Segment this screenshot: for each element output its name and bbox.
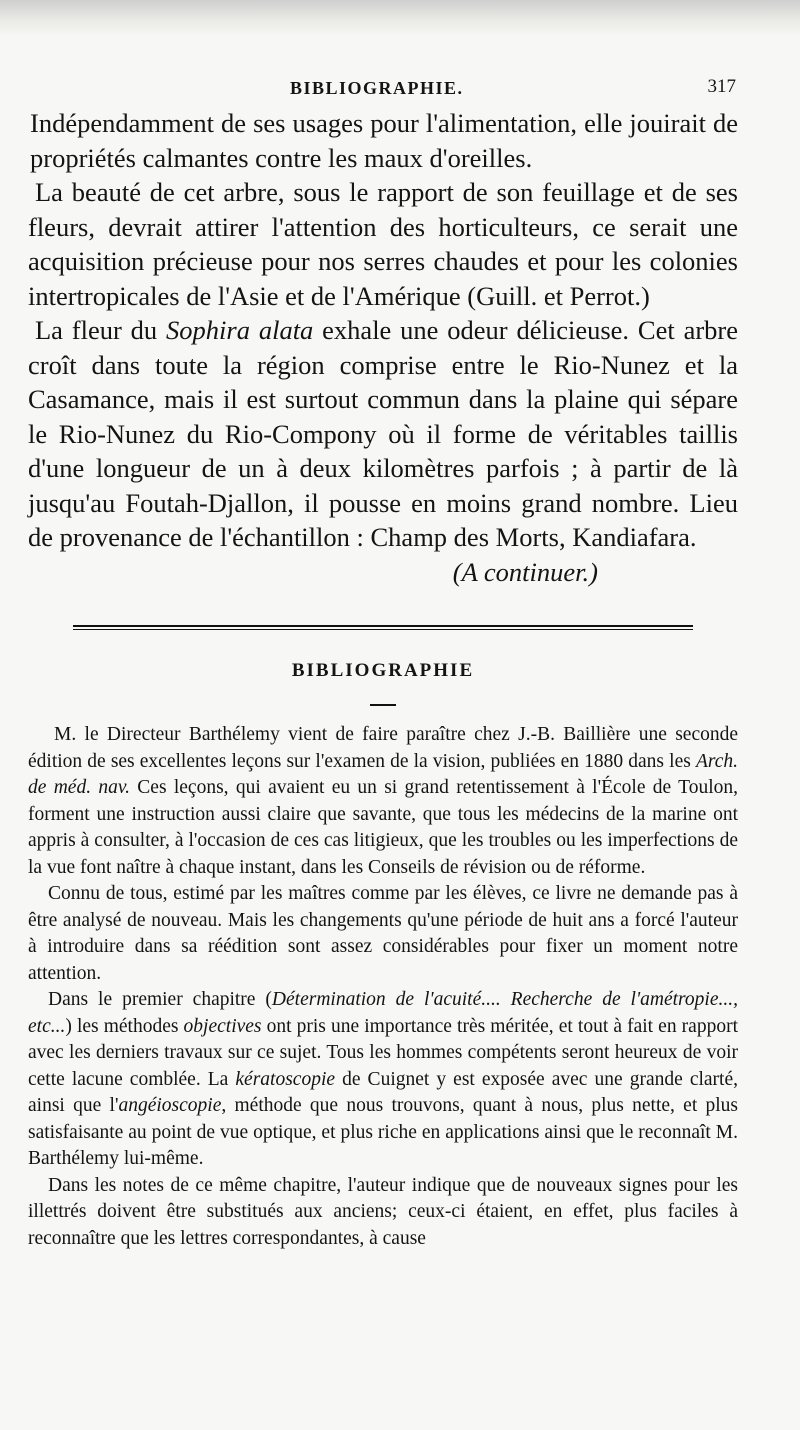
article-conclusion <box>28 106 738 555</box>
paren-open: ( <box>452 556 462 587</box>
running-header <box>28 72 738 106</box>
paragraph: Dans les notes de ce même chapitre, l'auteur indique que de nouveaux signes pour les illettrés doivent être substitués aux anciens; ceux-ci étaient, en effet, plus faciles à reconnaître que les lettres correspondantes, à cause <box>28 1174 738 1249</box>
term-keratoscopie: kératoscopie <box>235 1068 336 1090</box>
scan-edge <box>0 0 800 36</box>
text-run: de Cuignet y est exposée avec une grande clarté, ainsi que l' <box>28 1068 738 1116</box>
bibliography-review <box>28 722 738 1252</box>
text-run: Ces leçons, qui avaient eu un si grand retentissement à l'École de Toulon, forment une instruction aussi claire que savante, que tous les médecins de la marine ont appris à consulter, à l'occasion de ces cas litigieux, que les troubles ou les imperfections de la vue font naître à chaque instant, dans les Conseils de révision ou de réforme. <box>28 777 738 878</box>
running-title: BIBLIOGRAPHIE. <box>290 78 464 98</box>
paragraph: Indépendamment de ses usages pour l'alimentation, elle jouirait de propriétés calmantes contre les maux d'oreilles. <box>30 108 738 173</box>
to-be-continued-note <box>28 555 738 590</box>
term-angeioscopie: angéioscopie <box>118 1095 222 1116</box>
text-run: , méthode que nous trouvons, quant à nous, plus nette, et plus satisfaisante au point de vue optique, et plus riche en applications ainsi que le reconnaît M. Barthélemy lui-même. <box>28 1095 739 1169</box>
paragraph <box>28 987 738 1173</box>
journal-name: Arch. de méd. nav. <box>28 750 738 798</box>
species-name: Sophira alata <box>166 315 314 345</box>
text-run: La fleur du <box>35 315 167 345</box>
paragraph <box>28 722 738 881</box>
paragraph: La beauté de cet arbre, sous le rapport de son feuillage et de ses fleurs, devrait attirer l'attention des horticulteurs, ce serait une acquisition précieuse pour nos serres chaudes et pour les colonies intertropicales de l'Asie et de l'Amérique (Guill. et Perrot.) <box>28 177 738 311</box>
continuation-text: A continuer. <box>461 556 590 587</box>
section-title: BIBLIOGRAPHIE <box>291 660 475 681</box>
text-run: ont pris une importance très méritée, et tout à fait en rapport avec les derniers travaux sur ce sujet. Tous les hommes compétents seront heureux de voir cette lacune comblée. La <box>28 1015 738 1090</box>
title-dash <box>370 704 396 706</box>
paren-close: ) <box>589 556 598 587</box>
section-divider <box>73 625 693 630</box>
text-run: exhale une odeur délicieuse. Cet arbre croît dans toute la région comprise entre le Rio-Nunez et la Casamance, mais il est surtout commun dans la plaine qui sépare le Rio-Nunez du Rio-Compony où il forme de véritables taillis d'une longueur de un à deux kilomètres parfois ; à partir de là jusqu'au Foutah-Djallon, il pousse en moins grand nombre. Lieu de provenance de l'échantillon : Champ des Morts, Kandiafara. <box>28 315 738 552</box>
term-objectives: objectives <box>183 1015 262 1037</box>
paragraph <box>28 313 738 555</box>
text-run: Dans le premier chapitre ( <box>48 989 272 1010</box>
text-run: M. le Directeur Barthélemy vient de faire paraître chez J.-B. Baillière une seconde édition de ses excellentes leçons sur l'examen de la vision, publiées en 1880 dans les <box>28 724 738 772</box>
book-page <box>28 72 738 1252</box>
paragraph: Connu de tous, estimé par les maîtres comme par les élèves, ce livre ne demande pas à être analysé de nouveau. Mais les changements qu'une période de huit ans a forcé l'auteur à introduire dans sa réédition sont assez considérables pour fixer un moment notre attention. <box>28 883 738 984</box>
chapter-title: Détermination de l'acuité.... Recherche de l'amétropie..., etc... <box>28 989 738 1037</box>
page-number: 317 <box>707 76 736 97</box>
text-run: ) les méthodes <box>65 1015 184 1037</box>
